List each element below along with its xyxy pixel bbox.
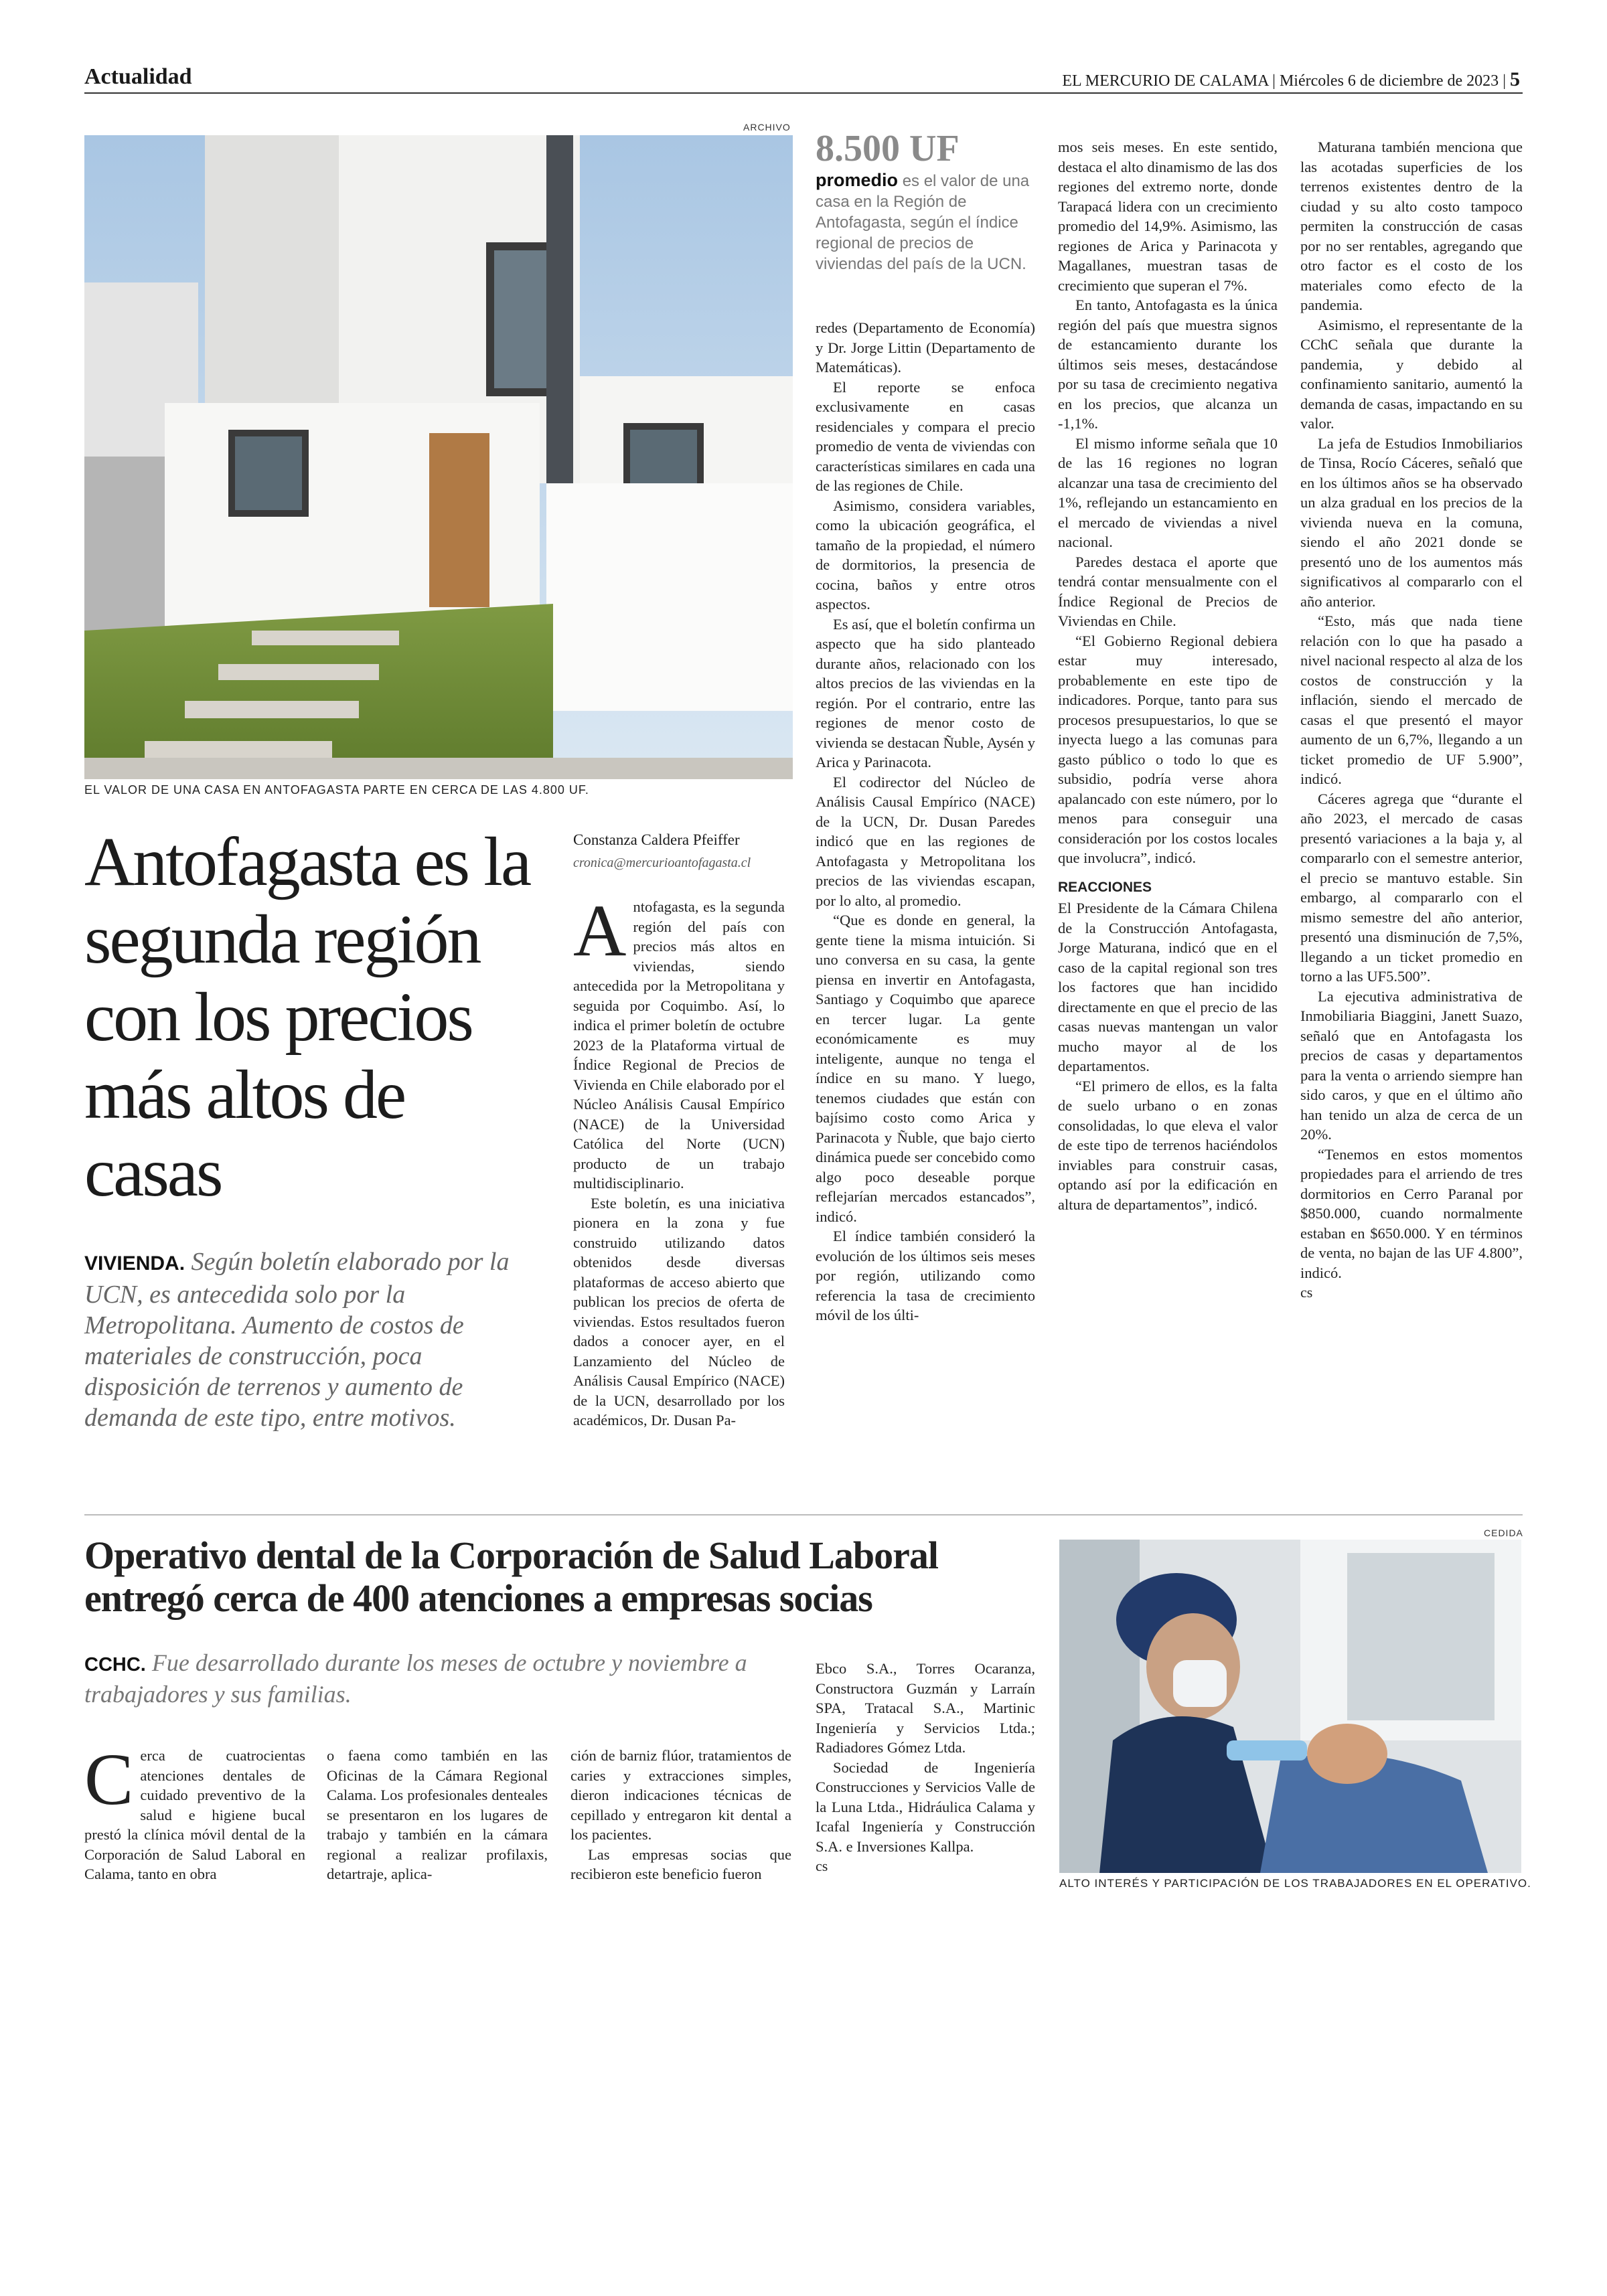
dental-photo — [1059, 1540, 1521, 1873]
section-label: Actualidad — [84, 64, 192, 89]
article2-summary-text: Fue desarrollado durante los meses de octubre y noviembre a trabajadores y sus familias. — [84, 1649, 747, 1708]
paragraph: El codirector del Núcleo de Análisis Causal Empírico (NACE) de la UCN, Dr. Dusan Paredes indicó que en las regiones de Antofagasta y Metropolitana los precios de las viviendas escapan, por lo alto, al promedio. — [816, 773, 1035, 909]
paragraph: Asimismo, el representante de la CChC señala que durante la pandemia, y debido al confinamiento sanitario, aumentó la demanda de casas, impactando en su valor. — [1300, 316, 1523, 432]
house-photo — [84, 135, 793, 779]
end-mark: cs — [816, 1858, 828, 1874]
article2-summary-tag: CCHC. — [84, 1654, 146, 1675]
paragraph: Este boletín, es una iniciativa pionera en la zona y fue construido utilizando datos obtenidos desde diversas plataformas de acceso abierto que publican los precios de oferta de viviendas. Estos resultados fueron dados a conocer ayer, en el Lanzamiento del Núcleo de Análisis Causal Empírico (NACE) de la UCN, desarrollado por los académicos, Dr. Dusan Pa- — [573, 1194, 785, 1428]
paragraph: La jefa de Estudios Inmobiliarios de Tinsa, Rocío Cáceres, señaló que en los últimos años se ha observado un alza gradual en los precios de la vivienda nueva en la comuna, siendo el año 2021 donde se presentó uno de los aumentos más significativos al compararlo con el año anterior. — [1300, 434, 1523, 610]
dropcap: A — [573, 890, 627, 971]
summary — [84, 1246, 540, 1433]
section-divider — [84, 1514, 1523, 1515]
paragraph: redes (Departamento de Economía) y Dr. Jorge Littin (Departamento de Matemáticas). — [816, 319, 1035, 376]
byline-email: cronica@mercurioantofagasta.cl — [573, 855, 751, 870]
highlight-body: es el valor de una casa en la Región de Antofagasta, según el índice regional de precios de viviendas del país de la UCN. — [816, 172, 1030, 273]
headline: Antofagasta es la segunda región con los precios más altos de casas — [84, 823, 530, 1211]
paragraph: “El Gobierno Regional debiera estar muy interesado, probablemente en este tipo de indicadores. Porque, tanto para sus procesos presupuestarios, lo que se inyecta luego a las comunas para gasto público o todo lo que es subsidio, podría verse ahora apalancado con este número, por lo menos para conseguir una consideración por los costos locales que involucra”, indicó. — [1058, 632, 1278, 866]
summary-text: Según boletín elaborado por la UCN, es antecedida solo por la Metropolitana. Aumento de costos de materiales de construcción, poca disposición de terrenos y aumento de demanda de este tipo, entre motivos. — [84, 1248, 510, 1432]
end-mark: cs — [1300, 1284, 1313, 1301]
paragraph: Sociedad de Ingeniería Construcciones y Servicios Valle de la Luna Ltda., Hidráulica Calama y Icafal Ingeniería y Construcción S.A. e Inversiones Kallpa. — [816, 1758, 1035, 1855]
article2-headline: Operativo dental de la Corporación de Salud Laboral entregó cerca de 400 atenciones a empresas socias — [84, 1534, 939, 1620]
paragraph: El mismo informe señala que 10 de las 16 regiones no logran alcanzar una tasa de crecimiento del 1%, reflejando un estancamiento en el mercado de viviendas a nivel nacional. — [1058, 434, 1278, 550]
paragraph: “Esto, más que nada tiene relación con lo que ha pasado a nivel nacional respecto al alza de los costos de construcción y la inflación, siendo el mercado de casas el que presentó el mayor aumento de un 6,7%, llegando a un ticket promedio de UF 5.900”, indicó. — [1300, 612, 1523, 787]
paragraph: La ejecutiva administrativa de Inmobiliaria Biaggini, Janett Suazo, señaló que en Antofagasta los precios de casas y departamentos para la venta o arriendo siempre han sido caros, y que en el último año han tenido un alza de cerca de un 20%. — [1300, 987, 1523, 1143]
summary-tag: VIVIENDA. — [84, 1252, 185, 1275]
highlight-box — [816, 127, 1037, 274]
paragraph: ción de barniz flúor, tratamientos de caries y extracciones simples, dieron indicaciones técnicas de cepillado y entregaron kit dental a los pacientes. — [570, 1747, 791, 1843]
paper-name: EL MERCURIO DE CALAMA — [1062, 72, 1269, 90]
paragraph: El índice también consideró la evolución de los últimos seis meses por región, utilizando como referencia la tasa de crecimiento móvil de los últi- — [816, 1228, 1035, 1323]
article2-column-3 — [570, 1746, 791, 1884]
paragraph: “Tenemos en estos momentos propiedades para el arriendo de tres dormitorios en Cerro Paranal por $850.000, cuando normalmente estaban en $650.000. Y en términos de venta, no bajan de las UF 4.800”, indicó. — [1300, 1145, 1523, 1281]
photo-credit: ARCHIVO — [743, 122, 791, 133]
paragraph: erca de cuatrocientas atenciones dentales de cuidado preventivo de la salud e higiene bucal prestó la clínica móvil dental de la Corporación de Salud Laboral en Calama, tanto en obra — [84, 1747, 305, 1882]
masthead-info: EL MERCURIO DE CALAMA | Miércoles 6 de diciembre de 2023 | 5 — [1062, 68, 1520, 90]
byline: Constanza Caldera Pfeiffer — [573, 831, 740, 848]
paragraph: El Presidente de la Cámara Chilena de la Construcción Antofagasta, Jorge Maturana, indicó que en el caso de la capital regional son tres los factores que han incidido directamente en que el precio de las casas nuevas mantengan un valor mucho mayor al de los departamentos. — [1058, 900, 1278, 1074]
paragraph: En tanto, Antofagasta es la única región del país que muestra signos de estancamiento durante los últimos seis meses, destacándose por su tasa de crecimiento negativa en los precios, que alcanza un -1,1%. — [1058, 297, 1278, 432]
paragraph: “El primero de ellos, es la falta de suelo urbano o en zonas consolidadas, lo que eleva el valor de este tipo de terrenos haciéndolos inviables para construir casas, optando así por la edificación en altura de departamentos”, indicó. — [1058, 1077, 1278, 1213]
subheading-reacciones: REACCIONES — [1058, 879, 1152, 895]
article1-column-2 — [816, 318, 1035, 1325]
paragraph: Es así, que el boletín confirma un aspecto que ha sido planteado durante años, relacionado con los altos precios de las viviendas en la región. Por el contrario, entre las regiones de menor costo de vivienda se destacan Ñuble, Aysén y Arica y Parinacota. — [816, 615, 1035, 770]
photo-caption: EL VALOR DE UNA CASA EN ANTOFAGASTA PARTE EN CERCA DE LAS 4.800 UF. — [84, 783, 589, 797]
paragraph: Ebco S.A., Torres Ocaranza, Constructora Guzmán y Larraín SPA, Tratacal S.A., Martinic Ingeniería y Servicios Ltda.; Radiadores Gómez Ltda. — [816, 1660, 1035, 1756]
highlight-bold: promedio — [816, 170, 899, 190]
highlight-number: 8.500 UF — [816, 128, 960, 169]
header-rule — [84, 92, 1523, 94]
paragraph: mos seis meses. En este sentido, destaca el alto dinamismo de las dos regiones del extremo norte, donde Tarapacá lidera con un crecimiento promedio del 14,9%. Asimismo, las regiones de Arica y Parinacota y Magallanes, muestran tasas de crecimiento que superan el 7%. — [1058, 139, 1278, 294]
photo-caption-2: ALTO INTERÉS Y PARTICIPACIÓN DE LOS TRABAJADORES EN EL OPERATIVO. — [1059, 1877, 1531, 1890]
article2-summary — [84, 1648, 754, 1709]
paragraph: “Que es donde en general, la gente tiene la misma intuición. Si uno conversa en su casa, la gente piensa en invertir en Antofagasta, Santiago y Coquimbo que aparece en tercer lugar. La gente económicamente es muy inteligente, aunque no tenga el índice en su mano. Y luego, tenemos ciudades que están con bajísimo costo como Arica y Parinacota y Ñuble, que bajo cierto dinámica puede ser concebido como algo poco deseable porque reflejarían mercados estancados”, indicó. — [816, 912, 1035, 1225]
article1-column-4 — [1300, 137, 1523, 1303]
article2-column-4 — [816, 1659, 1035, 1876]
paragraph: ntofagasta, es la segunda región del país con precios más altos en viviendas, siendo antecedida por la Metropolitana y seguida por Coquimbo. Así, lo indica el primer boletín de octubre 2023 de la Plataforma virtual de Índice Regional de Precios de Vivienda en Chile elaborado por el Núcleo Análisis Causal Empírico (NACE) de la Universidad Católica del Norte (UCN) producto de un trabajo multidisciplinario. — [573, 898, 785, 1192]
highlight-text — [816, 170, 1037, 274]
paragraph: o faena como también en las Oficinas de la Cámara Regional Calama. Los profesionales denteales se presentaron en los lugares de trabajo y también en la cámara regional a realizar profilaxis, detartraje, aplica- — [327, 1747, 548, 1882]
paragraph: Las empresas socias que recibieron este beneficio fueron — [570, 1846, 791, 1882]
photo-credit-2: CEDIDA — [1484, 1528, 1523, 1538]
paragraph: Cáceres agrega que “durante el año 2023, el mercado de casas presentó variaciones a la baja y, al compararlo con el semestre anterior, el precio se mantuvo estable. Sin embargo, al compararlo con el mismo semestre del año anterior, presentó una disminución de 7,5%, llegando a un ticket promedio en torno a las UF5.500”. — [1300, 790, 1523, 985]
issue-date: Miércoles 6 de diciembre de 2023 — [1279, 72, 1499, 90]
paragraph: Maturana también menciona que las acotadas superficies de los terrenos existentes dentro de la ciudad y su alto costo tampoco permiten la construcción de casas por no ser rentables, agregando que otro factor es el costo de los materiales como efecto de la pandemia. — [1300, 139, 1523, 313]
page-number: 5 — [1510, 68, 1520, 90]
article1-column-3 — [1058, 137, 1278, 1214]
article2-column-1 — [84, 1738, 305, 1884]
paragraph: Asimismo, considera variables, como la ubicación geográfica, el tamaño de la propiedad, el número de dormitorios, la presencia de cocina, baños y entre otros aspectos. — [816, 497, 1035, 612]
paragraph: Paredes destaca el aporte que tendrá contar mensualmente con el Índice Regional de Precios de Viviendas en Chile. — [1058, 553, 1278, 629]
article2-column-2 — [327, 1746, 548, 1884]
article1-column-1 — [573, 890, 785, 1430]
dropcap: C — [84, 1738, 134, 1820]
paragraph: El reporte se enfoca exclusivamente en casas residenciales y compara el precio promedio de venta de viviendas con características similares en cada una de las regiones de Chile. — [816, 378, 1035, 494]
